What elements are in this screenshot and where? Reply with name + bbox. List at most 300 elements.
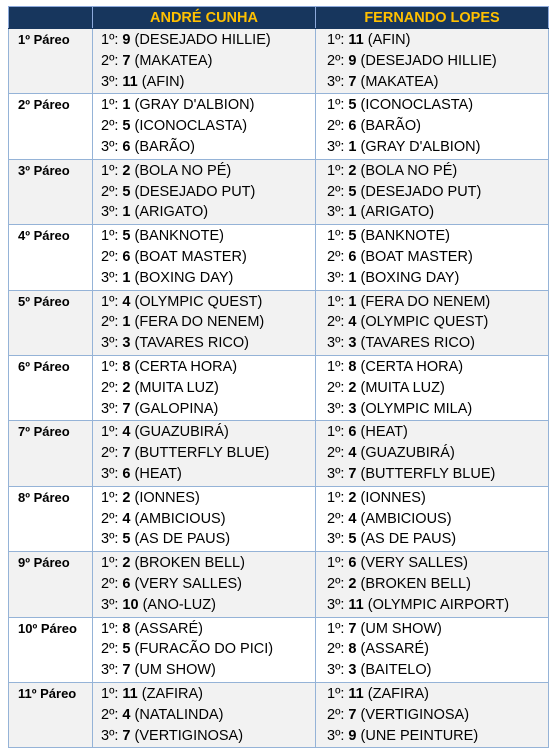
pick-horse-number: 11: [348, 32, 364, 48]
pick-horse-name: (GUAZUBIRÁ): [130, 424, 229, 441]
race-row: [9, 552, 549, 617]
pick-horse-number: 6: [122, 465, 131, 482]
pick-horse-number: 5: [348, 531, 357, 548]
pick-horse-name: (BOAT MASTER): [130, 248, 247, 265]
pick-line: [316, 268, 548, 289]
pick-line: [316, 529, 548, 550]
pick-horse-number: 9: [348, 727, 357, 744]
andre-picks-cell: [93, 617, 316, 682]
pick-horse-name: (BARÃO): [130, 138, 195, 155]
pick-horse-number: 5: [122, 531, 131, 548]
pick-horse-name: (AFIN): [363, 32, 411, 48]
pick-position: 1º:: [327, 555, 349, 572]
pick-line: [93, 202, 315, 223]
pick-line: [316, 684, 548, 705]
pick-line: [316, 660, 548, 681]
andre-picks-cell: [93, 355, 316, 420]
pick-horse-number: 4: [122, 293, 131, 310]
pick-line: [93, 247, 315, 268]
pick-horse-number: 5: [348, 228, 357, 245]
pick-line: [316, 488, 548, 509]
pick-horse-number: 4: [122, 510, 131, 527]
pick-horse-name: (AMBICIOUS): [130, 510, 226, 527]
pick-line: [316, 509, 548, 530]
pick-horse-number: 7: [348, 620, 357, 637]
pick-position: 3º:: [327, 596, 349, 613]
pick-line: [316, 30, 548, 51]
pick-position: 1º:: [327, 620, 349, 637]
pick-position: 3º:: [101, 138, 123, 155]
pick-line: [316, 619, 548, 640]
pick-horse-number: 2: [122, 162, 131, 179]
pick-line: [93, 509, 315, 530]
race-row: [9, 159, 549, 224]
pick-horse-name: (AFIN): [137, 73, 185, 90]
andre-picks-cell: [93, 486, 316, 551]
pick-line: [93, 51, 315, 72]
pick-horse-number: 6: [348, 248, 357, 265]
pick-line: [93, 161, 315, 182]
pick-position: 1º:: [101, 358, 123, 375]
pick-line: [93, 422, 315, 443]
pick-line: [93, 488, 315, 509]
pick-line: [93, 333, 315, 354]
pick-line: [316, 357, 548, 378]
pick-line: [316, 202, 548, 223]
pick-horse-name: (NATALINDA): [130, 706, 224, 723]
pick-horse-number: 2: [348, 162, 357, 179]
pick-horse-number: 11: [122, 685, 138, 702]
pick-horse-name: (BROKEN BELL): [130, 555, 245, 572]
pick-position: 3º:: [327, 465, 349, 482]
pick-position: 1º:: [327, 32, 349, 48]
pick-horse-name: (OLYMPIC QUEST): [356, 314, 489, 331]
pick-horse-name: (VERY SALLES): [356, 555, 468, 572]
pick-horse-number: 9: [122, 32, 131, 48]
pick-horse-number: 3: [348, 662, 357, 679]
race-row: [9, 290, 549, 355]
pick-horse-number: 6: [348, 118, 357, 135]
pick-position: 2º:: [327, 52, 349, 69]
race-row: [9, 355, 549, 420]
pick-position: 2º:: [101, 641, 123, 658]
fernando-picks-cell: [316, 94, 549, 159]
pick-position: 3º:: [327, 531, 349, 548]
pick-position: 3º:: [327, 400, 349, 417]
pick-position: 2º:: [101, 379, 123, 396]
pick-horse-number: 3: [348, 335, 357, 352]
fernando-picks-cell: [316, 682, 549, 747]
pick-horse-name: (BOLA NO PÉ): [130, 162, 232, 179]
pick-line: [93, 660, 315, 681]
pick-line: [316, 72, 548, 93]
andre-picks-cell: [93, 29, 316, 94]
pick-line: [316, 378, 548, 399]
pick-horse-number: 4: [122, 706, 131, 723]
pick-position: 1º:: [327, 228, 349, 245]
andre-picks-cell: [93, 421, 316, 486]
pick-horse-number: 8: [348, 641, 357, 658]
pick-position: 3º:: [101, 335, 123, 352]
race-label: 11º Páreo: [9, 682, 93, 747]
pick-horse-name: (DESEJADO PUT): [130, 183, 256, 200]
pick-horse-name: (ARIGATO): [356, 204, 435, 221]
header-corner: [9, 7, 93, 29]
pick-horse-name: (HEAT): [356, 424, 408, 441]
pick-horse-name: (BUTTERFLY BLUE): [356, 465, 496, 482]
pick-horse-name: (CERTA HORA): [356, 358, 464, 375]
andre-picks-cell: [93, 682, 316, 747]
pick-horse-number: 4: [348, 314, 357, 331]
pick-position: 2º:: [101, 314, 123, 331]
pick-horse-name: (UM SHOW): [356, 620, 442, 637]
pick-horse-name: (AS DE PAUS): [130, 531, 231, 548]
pick-position: 1º:: [101, 555, 123, 572]
race-row: [9, 682, 549, 747]
pick-position: 1º:: [101, 228, 123, 245]
pick-position: 1º:: [101, 97, 123, 114]
pick-line: [316, 726, 548, 747]
pick-horse-name: (MUITA LUZ): [130, 379, 219, 396]
pick-position: 2º:: [101, 52, 123, 69]
pick-line: [316, 595, 548, 616]
pick-line: [93, 595, 315, 616]
pick-horse-number: 5: [122, 118, 131, 135]
pick-line: [316, 399, 548, 420]
race-row: [9, 225, 549, 290]
pick-position: 3º:: [101, 400, 123, 417]
pick-position: 2º:: [327, 314, 349, 331]
pick-horse-number: 7: [348, 73, 357, 90]
pick-horse-name: (BOXING DAY): [130, 269, 234, 286]
header-row: [9, 7, 549, 29]
pick-position: 1º:: [101, 620, 123, 637]
pick-horse-name: (TAVARES RICO): [356, 335, 475, 352]
pick-horse-name: (DESEJADO PUT): [356, 183, 482, 200]
pick-horse-number: 6: [348, 424, 357, 441]
pick-horse-number: 2: [348, 489, 357, 506]
pick-horse-name: (FERA DO NENEM): [356, 293, 491, 310]
pick-horse-name: (ICONOCLASTA): [130, 118, 248, 135]
pick-horse-number: 2: [122, 379, 131, 396]
pick-horse-name: (DESEJADO HILLIE): [356, 52, 497, 69]
pick-horse-name: (ZAFIRA): [137, 685, 204, 702]
pick-horse-name: (ICONOCLASTA): [356, 97, 474, 114]
pick-line: [316, 51, 548, 72]
pick-horse-number: 8: [348, 358, 357, 375]
pick-horse-number: 8: [122, 620, 131, 637]
pick-position: 3º:: [327, 727, 349, 744]
pick-horse-number: 5: [348, 97, 357, 114]
pick-horse-number: 11: [348, 685, 364, 702]
pick-horse-number: 4: [348, 510, 357, 527]
pick-horse-number: 4: [348, 445, 357, 462]
pick-horse-number: 6: [122, 138, 131, 155]
andre-picks-cell: [93, 552, 316, 617]
race-label: 5º Páreo: [9, 290, 93, 355]
pick-horse-number: 7: [122, 727, 131, 744]
pick-horse-number: 3: [122, 335, 131, 352]
race-row: [9, 486, 549, 551]
fernando-picks-cell: [316, 225, 549, 290]
pick-horse-name: (BANKNOTE): [356, 228, 450, 245]
pick-position: 3º:: [327, 269, 349, 286]
pick-horse-name: (BANKNOTE): [130, 228, 224, 245]
pick-horse-name: (AS DE PAUS): [356, 531, 457, 548]
pick-line: [93, 443, 315, 464]
pick-line: [93, 182, 315, 203]
tips-table-container: [8, 6, 549, 748]
pick-position: 3º:: [101, 596, 123, 613]
pick-line: [316, 574, 548, 595]
pick-position: 1º:: [327, 358, 349, 375]
pick-position: 1º:: [101, 685, 123, 702]
pick-position: 3º:: [327, 204, 349, 221]
pick-line: [93, 726, 315, 747]
pick-horse-number: 7: [122, 52, 131, 69]
pick-position: 2º:: [327, 641, 349, 658]
pick-position: 1º:: [327, 424, 349, 441]
pick-horse-number: 2: [122, 489, 131, 506]
pick-horse-name: (OLYMPIC MILA): [356, 400, 473, 417]
pick-line: [93, 684, 315, 705]
pick-horse-number: 6: [122, 575, 131, 592]
race-row: [9, 617, 549, 682]
race-row: [9, 29, 549, 94]
fernando-picks-cell: [316, 355, 549, 420]
race-label: 3º Páreo: [9, 159, 93, 224]
pick-line: [93, 378, 315, 399]
pick-horse-number: 6: [348, 555, 357, 572]
pick-horse-name: (BROKEN BELL): [356, 575, 471, 592]
pick-position: 1º:: [101, 293, 123, 310]
pick-horse-number: 7: [348, 465, 357, 482]
pick-line: [93, 268, 315, 289]
pick-horse-number: 6: [122, 248, 131, 265]
pick-horse-name: (FURACÃO DO PICI): [130, 641, 274, 658]
pick-position: 3º:: [327, 335, 349, 352]
tips-table: [8, 6, 549, 748]
header-fernando-lopes: FERNANDO LOPES: [316, 7, 549, 29]
pick-horse-number: 7: [122, 400, 131, 417]
pick-position: 3º:: [101, 269, 123, 286]
pick-line: [93, 464, 315, 485]
pick-horse-number: 5: [122, 228, 131, 245]
pick-line: [316, 553, 548, 574]
race-label: 1º Páreo: [9, 29, 93, 94]
pick-position: 2º:: [327, 706, 349, 723]
header-andre-cunha: ANDRÉ CUNHA: [93, 7, 316, 29]
pick-line: [316, 443, 548, 464]
race-label: 8º Páreo: [9, 486, 93, 551]
pick-position: 1º:: [101, 32, 123, 48]
pick-line: [316, 292, 548, 313]
pick-line: [93, 357, 315, 378]
pick-horse-name: (BOLA NO PÉ): [356, 162, 458, 179]
pick-horse-number: 1: [348, 269, 357, 286]
pick-line: [93, 399, 315, 420]
pick-line: [93, 553, 315, 574]
pick-horse-name: (MUITA LUZ): [356, 379, 445, 396]
pick-line: [316, 639, 548, 660]
pick-horse-name: (AMBICIOUS): [356, 510, 452, 527]
pick-position: 2º:: [101, 706, 123, 723]
pick-horse-number: 8: [122, 358, 131, 375]
race-label: 7º Páreo: [9, 421, 93, 486]
pick-horse-number: 2: [122, 555, 131, 572]
pick-position: 2º:: [327, 510, 349, 527]
pick-line: [93, 72, 315, 93]
pick-horse-name: (ZAFIRA): [363, 685, 430, 702]
pick-horse-name: (GRAY D'ALBION): [356, 138, 481, 155]
pick-line: [93, 137, 315, 158]
pick-horse-number: 5: [122, 183, 131, 200]
andre-picks-cell: [93, 94, 316, 159]
pick-position: 2º:: [327, 183, 349, 200]
pick-horse-name: (CERTA HORA): [130, 358, 238, 375]
pick-horse-number: 11: [122, 73, 138, 90]
pick-horse-number: 11: [348, 596, 364, 613]
table-body: [9, 29, 549, 748]
pick-position: 2º:: [327, 379, 349, 396]
race-label: 2º Páreo: [9, 94, 93, 159]
pick-position: 1º:: [327, 162, 349, 179]
pick-line: [93, 574, 315, 595]
pick-horse-number: 2: [348, 575, 357, 592]
pick-line: [316, 137, 548, 158]
pick-horse-number: 1: [122, 97, 131, 114]
pick-horse-name: (FERA DO NENEM): [130, 314, 265, 331]
pick-horse-name: (IONNES): [356, 489, 426, 506]
pick-horse-number: 1: [348, 138, 357, 155]
pick-line: [316, 226, 548, 247]
pick-position: 1º:: [327, 293, 349, 310]
pick-horse-number: 1: [348, 293, 357, 310]
pick-horse-name: (MAKATEA): [130, 52, 213, 69]
pick-position: 2º:: [101, 183, 123, 200]
pick-horse-name: (DESEJADO HILLIE): [130, 32, 271, 48]
pick-position: 1º:: [101, 489, 123, 506]
pick-position: 2º:: [327, 118, 349, 135]
pick-horse-name: (UNE PEINTURE): [356, 727, 479, 744]
pick-position: 3º:: [101, 662, 123, 679]
pick-horse-name: (BAITELO): [356, 662, 432, 679]
pick-horse-name: (OLYMPIC QUEST): [130, 293, 263, 310]
fernando-picks-cell: [316, 486, 549, 551]
pick-horse-name: (ANO-LUZ): [138, 596, 216, 613]
pick-line: [316, 464, 548, 485]
pick-horse-number: 7: [122, 662, 131, 679]
fernando-picks-cell: [316, 290, 549, 355]
andre-picks-cell: [93, 225, 316, 290]
fernando-picks-cell: [316, 552, 549, 617]
pick-horse-name: (UM SHOW): [130, 662, 216, 679]
pick-position: 1º:: [327, 685, 349, 702]
pick-position: 2º:: [327, 248, 349, 265]
pick-line: [93, 705, 315, 726]
pick-position: 3º:: [101, 727, 123, 744]
pick-horse-name: (OLYMPIC AIRPORT): [363, 596, 510, 613]
pick-horse-number: 7: [348, 706, 357, 723]
pick-horse-name: (VERTIGINOSA): [356, 706, 470, 723]
pick-horse-name: (GRAY D'ALBION): [130, 97, 255, 114]
pick-horse-number: 1: [348, 204, 357, 221]
pick-line: [316, 95, 548, 116]
fernando-picks-cell: [316, 421, 549, 486]
pick-line: [316, 116, 548, 137]
andre-picks-cell: [93, 159, 316, 224]
pick-line: [93, 312, 315, 333]
pick-line: [93, 529, 315, 550]
pick-position: 2º:: [327, 445, 349, 462]
pick-position: 3º:: [327, 138, 349, 155]
race-label: 4º Páreo: [9, 225, 93, 290]
pick-line: [316, 422, 548, 443]
pick-horse-name: (MAKATEA): [356, 73, 439, 90]
pick-line: [316, 705, 548, 726]
pick-horse-name: (BARÃO): [356, 118, 421, 135]
pick-horse-name: (IONNES): [130, 489, 200, 506]
pick-horse-name: (VERTIGINOSA): [130, 727, 244, 744]
pick-line: [316, 247, 548, 268]
pick-position: 3º:: [101, 531, 123, 548]
pick-position: 1º:: [327, 97, 349, 114]
pick-horse-name: (ARIGATO): [130, 204, 209, 221]
pick-line: [93, 226, 315, 247]
pick-horse-name: (BUTTERFLY BLUE): [130, 445, 270, 462]
pick-horse-number: 2: [348, 379, 357, 396]
pick-horse-number: 5: [348, 183, 357, 200]
pick-line: [316, 312, 548, 333]
pick-line: [93, 292, 315, 313]
andre-picks-cell: [93, 290, 316, 355]
pick-horse-name: (HEAT): [130, 465, 182, 482]
pick-position: 1º:: [101, 424, 123, 441]
pick-position: 3º:: [327, 662, 349, 679]
race-row: [9, 421, 549, 486]
pick-horse-name: (VERY SALLES): [130, 575, 242, 592]
pick-position: 3º:: [327, 73, 349, 90]
pick-position: 2º:: [101, 248, 123, 265]
pick-horse-number: 1: [122, 314, 131, 331]
pick-horse-number: 4: [122, 424, 131, 441]
pick-horse-name: (BOXING DAY): [356, 269, 460, 286]
pick-horse-name: (ASSARÉ): [130, 620, 204, 637]
pick-position: 1º:: [327, 489, 349, 506]
pick-horse-number: 7: [122, 445, 131, 462]
pick-position: 3º:: [101, 204, 123, 221]
pick-line: [93, 30, 315, 51]
pick-position: 2º:: [101, 510, 123, 527]
pick-horse-number: 1: [122, 204, 131, 221]
pick-horse-name: (GUAZUBIRÁ): [356, 445, 455, 462]
pick-line: [316, 182, 548, 203]
pick-line: [316, 161, 548, 182]
fernando-picks-cell: [316, 29, 549, 94]
pick-horse-number: 1: [122, 269, 131, 286]
pick-horse-name: (ASSARÉ): [356, 641, 430, 658]
pick-position: 3º:: [101, 465, 123, 482]
pick-horse-name: (GALOPINA): [130, 400, 219, 417]
pick-horse-name: (TAVARES RICO): [130, 335, 249, 352]
fernando-picks-cell: [316, 617, 549, 682]
race-label: 10º Páreo: [9, 617, 93, 682]
pick-horse-number: 10: [122, 596, 139, 613]
pick-position: 2º:: [101, 445, 123, 462]
pick-position: 2º:: [327, 575, 349, 592]
pick-horse-number: 3: [348, 400, 357, 417]
race-label: 9º Páreo: [9, 552, 93, 617]
